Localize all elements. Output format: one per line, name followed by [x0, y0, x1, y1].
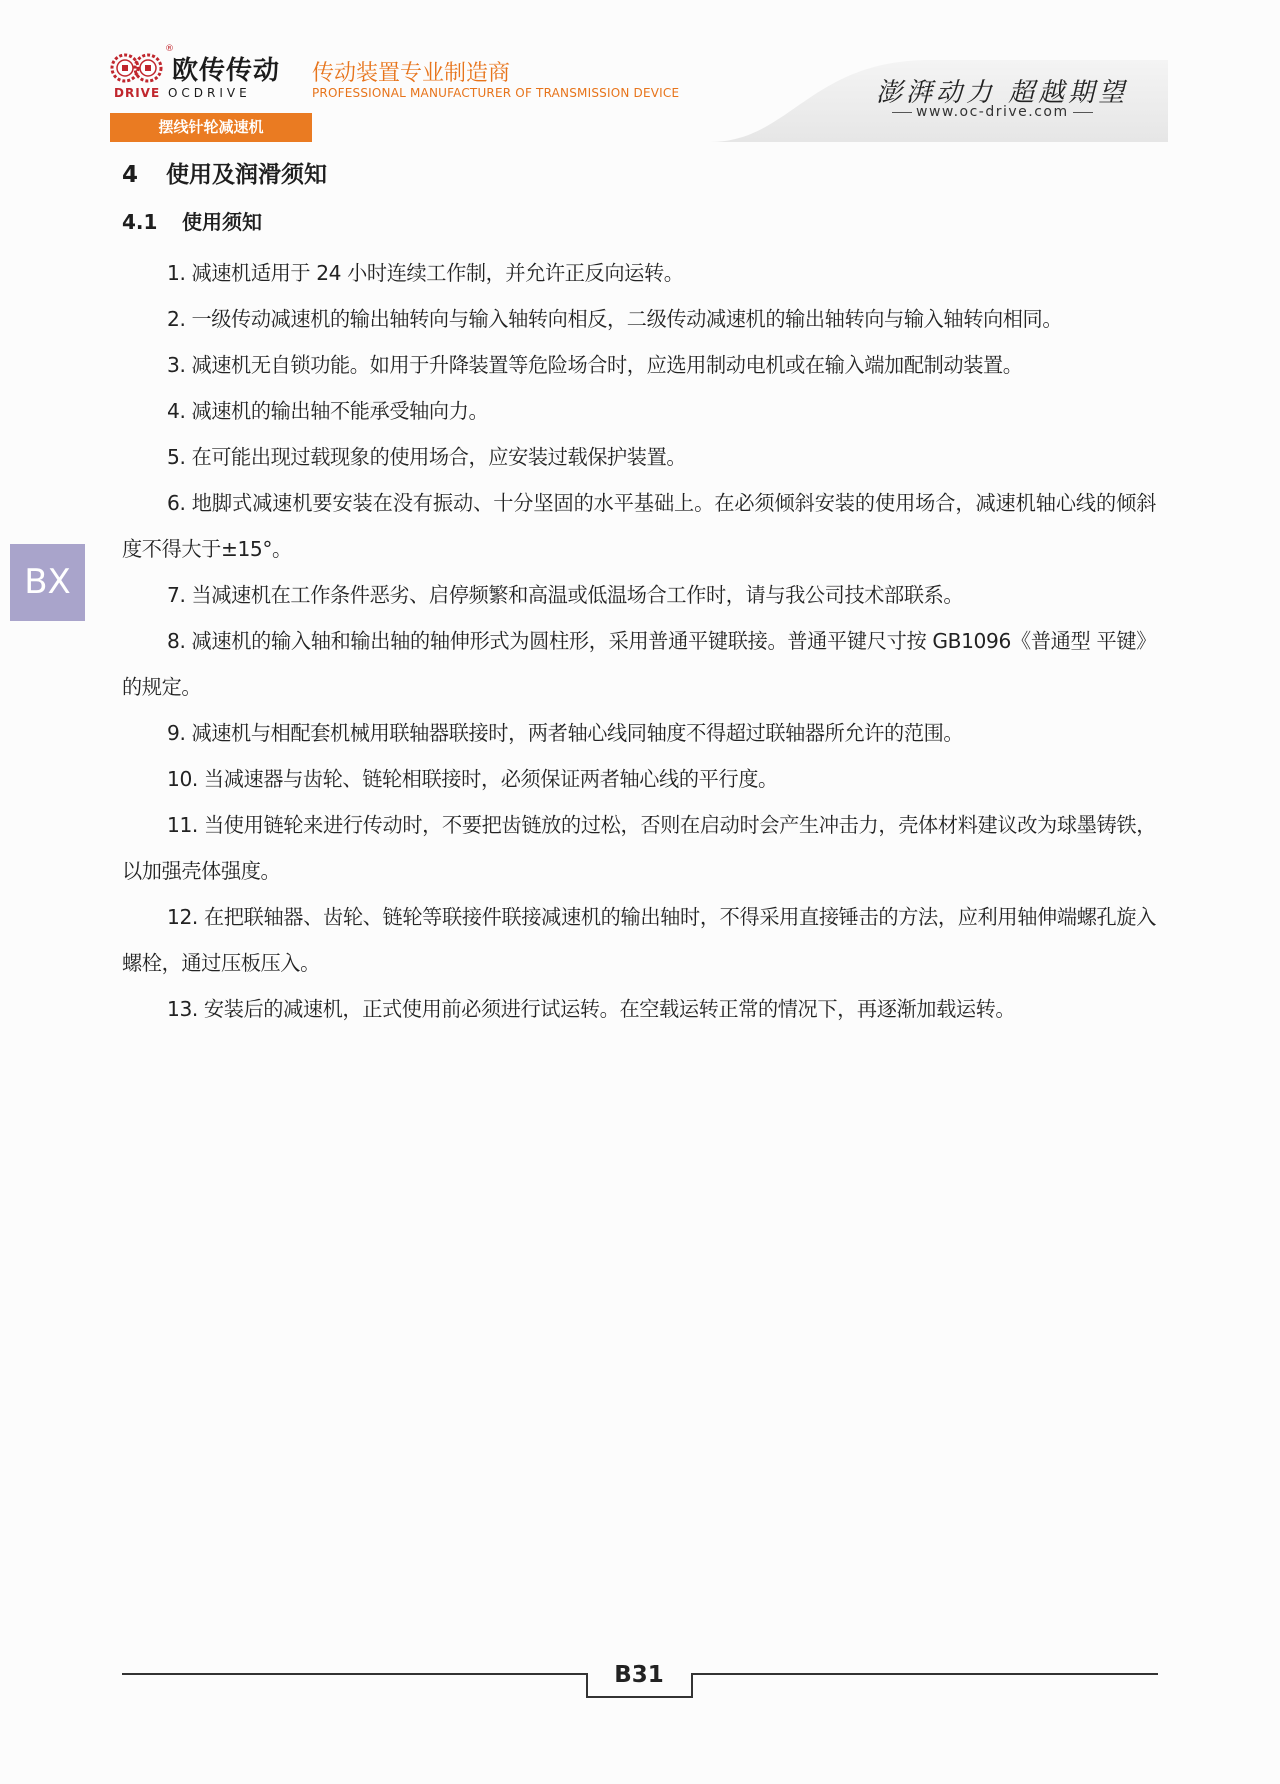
list-item: 9. 减速机与相配套机械用联轴器联接时，两者轴心线同轴度不得超过联轴器所允许的范围。 — [167, 721, 964, 745]
page-number: B31 — [614, 1662, 664, 1688]
slogan: 澎湃动力 超越期望 — [876, 78, 1129, 108]
list-item: 7. 当减速机在工作条件恶劣、启停频繁和高温或低温场合工作时，请与我公司技术部联系。 — [167, 583, 964, 607]
company-logo — [110, 46, 280, 102]
logo-ocdrive-text: OCDRIVE — [167, 86, 251, 100]
website-url: www.oc-drive.com — [888, 104, 1097, 120]
section-title: 使用及润滑须知 — [166, 162, 327, 188]
subsection-heading — [122, 206, 262, 235]
logo-drive-text: DRIVE — [114, 86, 161, 100]
list-item: 5. 在可能出现过载现象的使用场合，应安装过载保护装置。 — [167, 445, 687, 469]
section-heading — [122, 156, 327, 189]
section-number: 4 — [122, 162, 139, 188]
list-item: 3. 减速机无自锁功能。如用于升降装置等危险场合时，应选用制动电机或在输入端加配制动装置。 — [167, 353, 1023, 377]
usage-instructions-list — [122, 250, 1156, 1032]
list-item: 13. 安装后的减速机，正式使用前必须进行试运转。在空载运转正常的情况下，再逐渐加载运转。 — [167, 997, 1016, 1021]
logo-english-name — [114, 86, 251, 100]
registered-mark-icon: ® — [165, 44, 174, 54]
subsection-title: 使用须知 — [182, 210, 262, 234]
subsection-number: 4.1 — [122, 210, 158, 234]
list-item: 10. 当减速器与齿轮、链轮相联接时，必须保证两者轴心线的平行度。 — [167, 767, 778, 791]
side-section-tab: BX — [10, 544, 85, 621]
list-item: 12. 在把联轴器、齿轮、链轮等联接件联接减速机的输出轴时，不得采用直接锤击的方法，应利用轴伸端螺孔旋入螺栓，通过压板压入。 — [122, 905, 1156, 975]
logo-chinese-name: 欧传传动 — [172, 56, 281, 86]
list-item: 6. 地脚式减速机要安装在没有振动、十分坚固的水平基础上。在必须倾斜安装的使用场合，减速机轴心线的倾斜度不得大于±15°。 — [122, 491, 1156, 561]
list-item: 4. 减速机的输出轴不能承受轴向力。 — [167, 399, 489, 423]
list-item: 8. 减速机的输入轴和输出轴的轴伸形式为圆柱形，采用普通平键联接。普通平键尺寸按 GB1096《普通型 平键》的规定。 — [122, 629, 1156, 699]
tagline-chinese: 传动装置专业制造商 — [312, 61, 511, 86]
list-item: 1. 减速机适用于 24 小时连续工作制，并允许正反向运转。 — [167, 261, 684, 285]
list-item: 11. 当使用链轮来进行传动时，不要把齿链放的过松，否则在启动时会产生冲击力，壳体材料建议改为球墨铸铁，以加强壳体强度。 — [122, 813, 1156, 883]
list-item: 2. 一级传动减速机的输出轴转向与输入轴转向相反，二级传动减速机的输出轴转向与输入轴转向相同。 — [167, 307, 1063, 331]
category-tab: 摆线针轮减速机 — [110, 113, 312, 142]
tagline-english: PROFESSIONAL MANUFACTURER OF TRANSMISSION DEVICE — [312, 86, 680, 100]
